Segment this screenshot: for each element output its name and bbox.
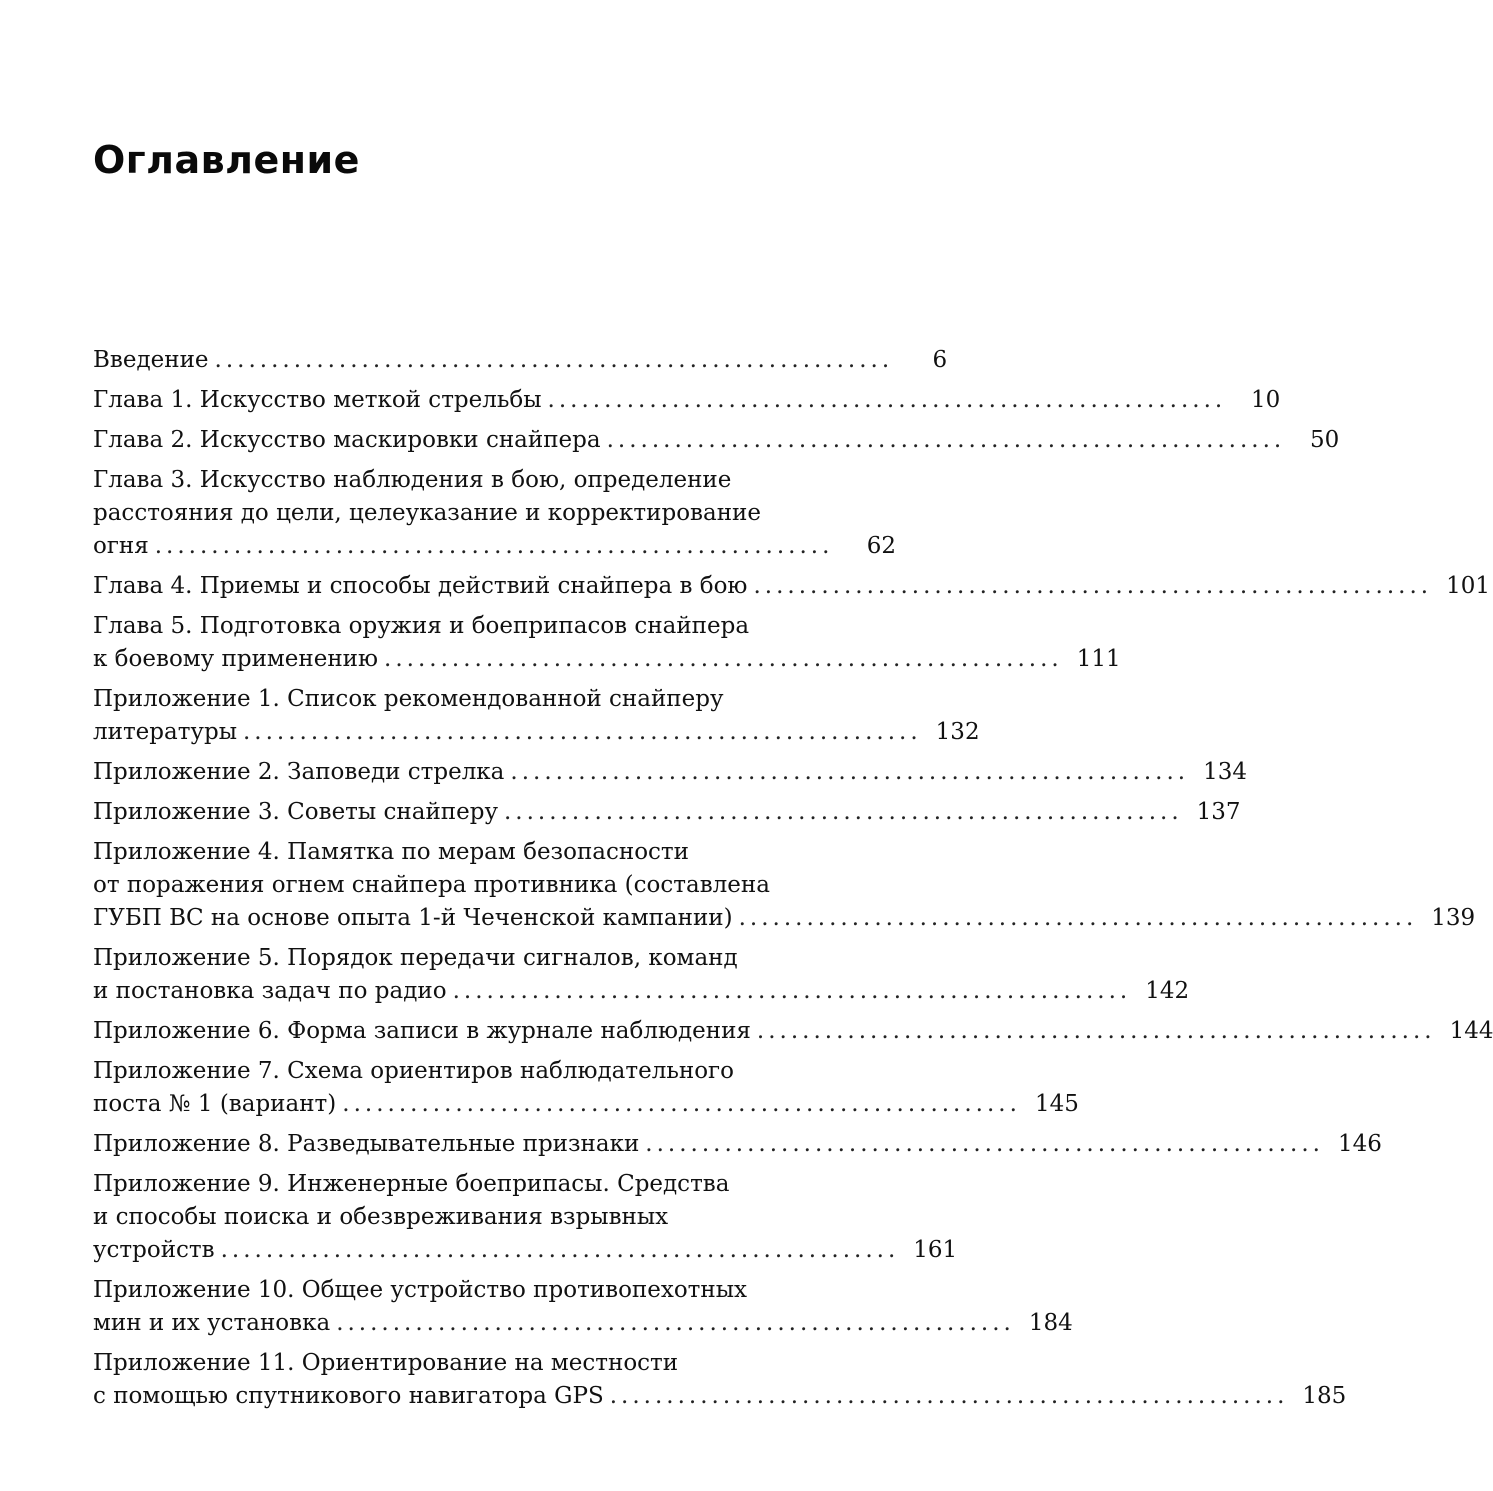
toc-entry-title: Глава 1. Искусство меткой стрельбы (93, 387, 542, 413)
dot-leader: ............................................................ (606, 427, 1286, 453)
toc-entry-line (93, 1055, 896, 1088)
toc-entry-line (93, 683, 896, 716)
toc-entry-last-line (93, 643, 1121, 676)
page-title: Оглавление (93, 138, 360, 182)
toc-page-number: 184 (1028, 1310, 1073, 1336)
toc-entry-line (93, 836, 896, 869)
dot-leader: ............................................................ (243, 719, 922, 745)
table-of-contents (93, 344, 1493, 1420)
dot-leader: ............................................................ (547, 387, 1227, 413)
toc-entry (93, 756, 1247, 789)
toc-page-number: 132 (935, 719, 980, 745)
dot-leader: ............................................................ (336, 1310, 1015, 1336)
toc-entry-title: Глава 4. Приемы и способы действий снайпера в бою (93, 573, 748, 599)
toc-entry (93, 796, 1241, 829)
dot-leader: ............................................................ (214, 347, 894, 373)
toc-entry-last-line (93, 716, 980, 749)
toc-entry-line (93, 1201, 896, 1234)
dot-leader: ............................................................ (645, 1131, 1324, 1157)
toc-page-number: 6 (932, 347, 948, 373)
toc-page-number: 146 (1337, 1131, 1382, 1157)
dot-leader: ............................................................ (753, 573, 1433, 599)
toc-entry (93, 344, 948, 377)
toc-entry-last-line (93, 570, 1491, 603)
toc-entry (93, 570, 1491, 603)
toc-entry-line (93, 1274, 896, 1307)
toc-entry-title: и способы поиска и обезвреживания взрывных (93, 1204, 669, 1230)
toc-page-number: 145 (1034, 1091, 1079, 1117)
toc-entry-title: расстояния до цели, целеуказание и корректирование (93, 500, 761, 526)
toc-entry-title: от поражения огнем снайпера противника (составлена (93, 872, 770, 898)
dot-leader: ............................................................ (609, 1383, 1289, 1409)
toc-entry-title: Приложение 5. Порядок передачи сигналов, команд (93, 945, 738, 971)
dot-leader: ............................................................ (342, 1091, 1021, 1117)
toc-entry-title: ГУБП ВС на основе опыта 1-й Чеченской кампании) (93, 905, 733, 931)
toc-page-number: 144 (1449, 1018, 1493, 1044)
toc-entry-title: Приложение 7. Схема ориентиров наблюдательного (93, 1058, 734, 1084)
toc-page-number: 185 (1302, 1383, 1347, 1409)
dot-leader: ............................................................ (510, 759, 1190, 785)
toc-entry (93, 384, 1281, 417)
toc-entry-line (93, 610, 896, 643)
toc-page-number: 139 (1431, 905, 1476, 931)
toc-entry (93, 683, 980, 749)
dot-leader: ............................................................ (154, 533, 834, 559)
toc-entry-title: поста № 1 (вариант) (93, 1091, 337, 1117)
toc-entry-line (93, 1168, 896, 1201)
dot-leader: ............................................................ (452, 978, 1132, 1004)
toc-entry-last-line (93, 756, 1247, 789)
toc-entry-line (93, 869, 896, 902)
toc-entry-last-line (93, 1088, 1079, 1121)
toc-page-number: 137 (1196, 799, 1241, 825)
toc-entry-title: Глава 5. Подготовка оружия и боеприпасов снайпера (93, 613, 750, 639)
toc-entry-line (93, 464, 896, 497)
toc-entry-last-line (93, 1015, 1493, 1048)
toc-entry-title: Приложение 4. Памятка по мерам безопасности (93, 839, 689, 865)
toc-entry-title: Приложение 9. Инженерные боеприпасы. Средства (93, 1171, 730, 1197)
toc-entry-title: литературы (93, 719, 237, 745)
toc-entry-title: и постановка задач по радио (93, 978, 447, 1004)
toc-page-number: 111 (1076, 646, 1121, 672)
toc-entry (93, 1055, 1079, 1121)
toc-entry (93, 1347, 1347, 1413)
toc-entry-line (93, 497, 896, 530)
toc-entry-title: Приложение 11. Ориентирование на местности (93, 1350, 679, 1376)
dot-leader: ............................................................ (503, 799, 1183, 825)
toc-entry-title: Приложение 10. Общее устройство противопехотных (93, 1277, 748, 1303)
toc-entry-title: устройств (93, 1237, 215, 1263)
toc-entry-title: Приложение 1. Список рекомендованной снайперу (93, 686, 724, 712)
toc-page-number: 62 (866, 533, 896, 559)
toc-page-number: 50 (1309, 427, 1340, 453)
toc-entry-line (93, 942, 896, 975)
toc-page-number: 142 (1145, 978, 1190, 1004)
toc-entry-title: мин и их установка (93, 1310, 331, 1336)
toc-entry (93, 942, 1190, 1008)
toc-entry-title: Приложение 6. Форма записи в журнале наблюдения (93, 1018, 751, 1044)
toc-entry-last-line (93, 530, 896, 563)
toc-entry-title: Приложение 2. Заповеди стрелка (93, 759, 505, 785)
toc-entry-title: огня (93, 533, 149, 559)
toc-page-number: 10 (1250, 387, 1281, 413)
toc-entry-last-line (93, 424, 1340, 457)
toc-entry (93, 836, 1476, 935)
toc-entry (93, 610, 1121, 676)
toc-entry-title: Глава 3. Искусство наблюдения в бою, определение (93, 467, 732, 493)
toc-entry (93, 1128, 1382, 1161)
dot-leader: ............................................................ (220, 1237, 900, 1263)
toc-entry-title: Приложение 8. Разведывательные признаки (93, 1131, 640, 1157)
toc-entry-title: к боевому применению (93, 646, 379, 672)
toc-entry-title: Введение (93, 347, 209, 373)
toc-entry-last-line (93, 1234, 958, 1267)
toc-entry-last-line (93, 902, 1476, 935)
dot-leader: ............................................................ (738, 905, 1418, 931)
toc-entry (93, 1015, 1493, 1048)
toc-entry (93, 424, 1340, 457)
toc-entry (93, 464, 896, 563)
toc-entry-line (93, 1347, 896, 1380)
toc-entry-title: с помощью спутникового навигатора GPS (93, 1383, 604, 1409)
toc-entry-last-line (93, 1307, 1073, 1340)
toc-entry-last-line (93, 1380, 1347, 1413)
toc-entry-last-line (93, 796, 1241, 829)
toc-entry-last-line (93, 975, 1190, 1008)
toc-entry-last-line (93, 344, 948, 377)
toc-entry (93, 1168, 958, 1267)
toc-page-number: 101 (1446, 573, 1491, 599)
toc-entry-last-line (93, 1128, 1382, 1161)
toc-entry (93, 1274, 1073, 1340)
toc-page-number: 134 (1203, 759, 1247, 785)
dot-leader: ............................................................ (384, 646, 1063, 672)
toc-entry-last-line (93, 384, 1281, 417)
toc-entry-title: Глава 2. Искусство маскировки снайпера (93, 427, 601, 453)
toc-entry-title: Приложение 3. Советы снайперу (93, 799, 498, 825)
dot-leader: ............................................................ (756, 1018, 1436, 1044)
toc-page-number: 161 (913, 1237, 958, 1263)
